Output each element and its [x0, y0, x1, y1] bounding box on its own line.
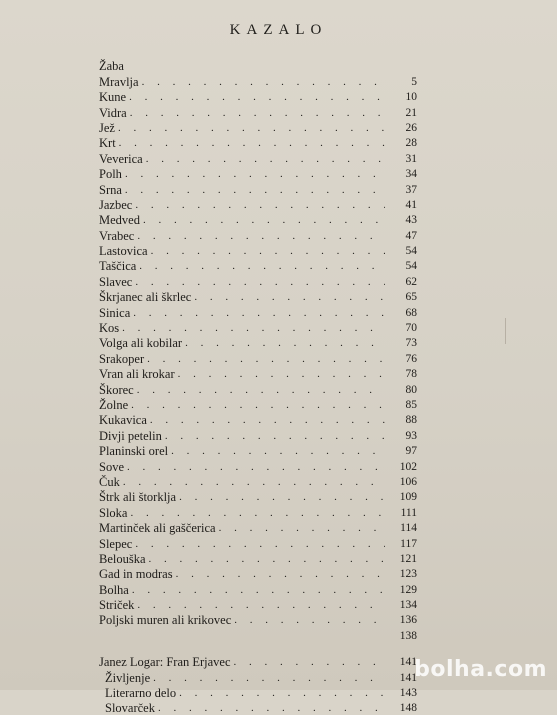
toc-row [99, 474, 417, 489]
toc-entry-title: Taščica [99, 259, 137, 274]
leader-dots [165, 429, 385, 443]
toc-page-number: 21 [405, 106, 417, 119]
toc-page-number: 65 [405, 291, 417, 304]
toc-page-number: 80 [405, 383, 417, 396]
toc-row [99, 685, 417, 700]
toc-row [99, 443, 417, 458]
toc-row [99, 654, 417, 669]
toc-page-number: 102 [399, 460, 417, 473]
leader-dots [129, 90, 385, 104]
toc-page-number: 73 [405, 337, 417, 350]
toc-page-number: 85 [405, 398, 417, 411]
toc-row [99, 700, 417, 715]
toc-row [99, 669, 417, 684]
toc-row [99, 397, 417, 412]
leader-dots [122, 321, 385, 335]
toc-row [99, 458, 417, 473]
leader-dots [219, 521, 385, 535]
toc-entry-title: Sloka [99, 505, 128, 520]
toc-row [99, 273, 417, 288]
toc-entry-title: Slovarček [105, 701, 155, 715]
toc-page-number: 76 [405, 352, 417, 365]
leader-dots [131, 398, 385, 412]
toc-entry-title: Vrabec [99, 228, 135, 243]
toc-page-number: 70 [405, 322, 417, 335]
toc-entry-title: Medved [99, 213, 140, 228]
toc-row [99, 304, 417, 319]
paper-mark [505, 318, 506, 344]
leader-dots [125, 167, 385, 181]
toc-row [99, 335, 417, 350]
leader-dots [142, 75, 385, 89]
toc-page-number: 93 [405, 429, 417, 442]
toc-page-number: 31 [405, 152, 417, 165]
toc-row [99, 366, 417, 381]
toc-entries [99, 58, 417, 627]
toc-page-number: 34 [405, 168, 417, 181]
toc-row [99, 258, 417, 273]
leader-dots [137, 598, 385, 612]
toc-entry-title: Planinski orel [99, 444, 169, 459]
toc-entry-title: Lastovica [99, 244, 148, 259]
leader-dots [130, 106, 385, 120]
toc-page-number: 111 [400, 506, 417, 519]
leader-dots [135, 198, 385, 212]
toc-entry-title: Janez Logar: Fran Erjavec [99, 655, 231, 670]
toc-entry-title: Žolne [99, 397, 129, 412]
leader-dots [125, 183, 385, 197]
toc-entry-title: Bolha [99, 582, 129, 597]
toc-row [99, 104, 417, 119]
table-of-contents [99, 58, 417, 715]
toc-page-number: 37 [405, 183, 417, 196]
toc-page-number: 97 [405, 445, 417, 458]
toc-entry-title: Striček [99, 598, 135, 613]
toc-row [99, 73, 417, 88]
toc-entry-title: Volga ali kobilar [99, 336, 183, 351]
toc-entry-title: Polh [99, 167, 122, 182]
toc-page-number: 41 [405, 198, 417, 211]
toc-page-number: 143 [399, 687, 417, 700]
leader-dots [118, 121, 385, 135]
toc-entry-title: Kos [99, 321, 120, 336]
toc-entry-title: Krt [99, 136, 116, 151]
leader-dots [171, 444, 385, 458]
toc-entry-title: Slavec [99, 274, 133, 289]
toc-entry-title: Slepec [99, 536, 133, 551]
toc-row [99, 135, 417, 150]
toc-row [99, 150, 417, 165]
leader-dots [127, 460, 385, 474]
leader-dots [151, 244, 385, 258]
leader-dots [176, 567, 385, 581]
leader-dots [179, 490, 385, 504]
toc-entry-title: Kune [99, 90, 127, 105]
toc-entry-title: Srakoper [99, 351, 145, 366]
toc-row [99, 566, 417, 581]
leader-dots [153, 671, 385, 685]
toc-row [99, 427, 417, 442]
toc-entry-title: Veverica [99, 151, 143, 166]
toc-entry-title: Belouška [99, 551, 146, 566]
leader-dots [137, 229, 385, 243]
leader-dots [143, 213, 385, 227]
toc-page-number: 43 [405, 214, 417, 227]
toc-page-number: 10 [405, 91, 417, 104]
toc-page-number: 141 [399, 671, 417, 684]
toc-row [99, 597, 417, 612]
toc-appendix [99, 654, 417, 715]
toc-entry-title: Srna [99, 182, 122, 197]
toc-page-number: 117 [400, 537, 417, 550]
toc-entry-title: Žaba [99, 59, 124, 74]
toc-row [99, 381, 417, 396]
toc-row [99, 520, 417, 535]
toc-page-number: 138 [399, 629, 417, 642]
toc-page-number: 106 [399, 475, 417, 488]
leader-dots [147, 352, 385, 366]
leader-dots [135, 537, 385, 551]
toc-entry-title: Sinica [99, 305, 131, 320]
toc-entry-title: Jazbec [99, 197, 133, 212]
toc-page-number: 129 [399, 583, 417, 596]
toc-entry-title: Čuk [99, 474, 120, 489]
leader-dots [150, 413, 385, 427]
leader-dots [135, 275, 385, 289]
toc-page-number: 78 [405, 368, 417, 381]
toc-entry-title: Škorec [99, 382, 134, 397]
toc-entry-title: Vran ali krokar [99, 367, 175, 382]
toc-row [99, 350, 417, 365]
toc-page-number: 134 [399, 599, 417, 612]
toc-row [99, 166, 417, 181]
toc-entry-title: Štrk ali štorklja [99, 490, 177, 505]
toc-row [99, 412, 417, 427]
leader-dots [179, 686, 385, 700]
toc-page-number: 47 [405, 229, 417, 242]
leader-dots [194, 290, 385, 304]
toc-row-end-page [99, 627, 417, 642]
toc-entry-title: Martinček ali gaščerica [99, 521, 216, 536]
toc-page-number: 136 [399, 614, 417, 627]
toc-page-number: 148 [399, 702, 417, 715]
toc-entry-title: Literarno delo [105, 686, 177, 701]
toc-page-number: 109 [399, 491, 417, 504]
leader-dots [119, 136, 385, 150]
toc-row [99, 181, 417, 196]
leader-dots [123, 475, 385, 489]
leader-dots [130, 506, 385, 520]
toc-page-number: 68 [405, 306, 417, 319]
leader-dots [146, 152, 385, 166]
toc-row [99, 212, 417, 227]
toc-page-number: 54 [405, 260, 417, 273]
toc-page-number: 114 [400, 522, 417, 535]
leader-dots [132, 583, 385, 597]
toc-entry-title: Vidra [99, 105, 127, 120]
toc-row [99, 504, 417, 519]
toc-page-number: 88 [405, 414, 417, 427]
leader-dots [133, 306, 385, 320]
toc-row [99, 489, 417, 504]
toc-row [99, 89, 417, 104]
toc-page-number: 26 [405, 121, 417, 134]
toc-entry-title: Sove [99, 459, 124, 474]
leader-dots [139, 259, 385, 273]
toc-entry-title: Škrjanec ali škrlec [99, 290, 192, 305]
toc-page-number: 5 [411, 75, 417, 88]
page-title: KAZALO [229, 22, 328, 38]
toc-row [99, 197, 417, 212]
toc-row [99, 535, 417, 550]
toc-row [99, 243, 417, 258]
leader-dots [178, 367, 385, 381]
toc-page-number: 123 [399, 568, 417, 581]
toc-row [99, 58, 417, 73]
toc-page-number: 54 [405, 245, 417, 258]
toc-entry-title: Življenje [105, 670, 151, 685]
toc-row [99, 289, 417, 304]
leader-dots [149, 552, 385, 566]
toc-row [99, 227, 417, 242]
toc-entry-title: Divji petelin [99, 428, 162, 443]
leader-dots [234, 655, 385, 669]
leader-dots [158, 701, 385, 715]
toc-entry-title: Kukavica [99, 413, 147, 428]
toc-row [99, 581, 417, 596]
toc-row [99, 120, 417, 135]
leader-dots [185, 336, 385, 350]
toc-entry-title: Jež [99, 120, 115, 135]
toc-page-number: 121 [399, 552, 417, 565]
toc-entry-title: Mravlja [99, 74, 139, 89]
toc-page-number: 28 [405, 137, 417, 150]
toc-page-number: 62 [405, 275, 417, 288]
toc-row [99, 551, 417, 566]
leader-dots [234, 613, 385, 627]
toc-row [99, 612, 417, 627]
toc-row [99, 320, 417, 335]
toc-page-number: 141 [399, 656, 417, 669]
leader-dots [137, 383, 385, 397]
toc-entry-title: Poljski muren ali krikovec [99, 613, 232, 628]
toc-entry-title: Gad in modras [99, 567, 173, 582]
watermark-logo: bolha.com [414, 657, 547, 682]
